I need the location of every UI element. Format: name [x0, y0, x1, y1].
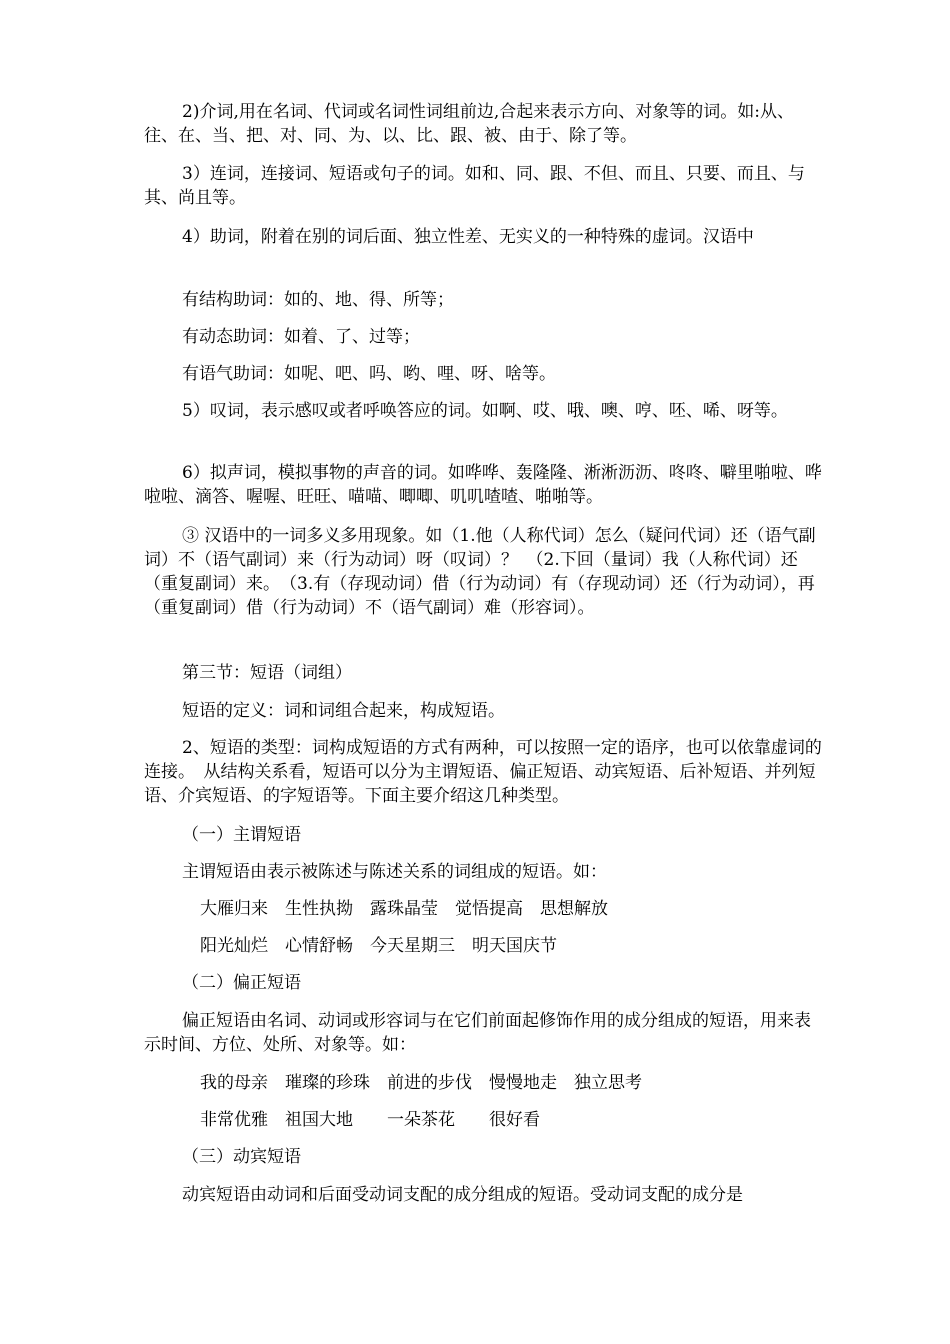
- paragraph-preposition: 2)介词,用在名词、代词或名词性词组前边,合起来表示方向、对象等的词。如:从、往、在、当、把、对、同、为、以、比、跟、被、由于、除了等。: [144, 102, 794, 146]
- subheading-modifier-head: （二）偏正短语: [182, 973, 301, 993]
- paragraph-conjunction: 3）连词，连接词、短语或句子的词。如和、同、跟、不但、而且、只要、而且、与其、尚且等。: [144, 164, 805, 208]
- examples-subject-predicate-1: 大雁归来 生性执拗 露珠晶莹 觉悟提高 思想解放: [200, 899, 608, 919]
- paragraph-interjection: 5）叹词，表示感叹或者呼唤答应的词。如啊、哎、哦、噢、哼、呸、唏、呀等。: [182, 401, 788, 421]
- examples-modifier-head-1: 我的母亲 璀璨的珍珠 前进的步伐 慢慢地走 独立思考: [200, 1073, 642, 1093]
- paragraph-subject-predicate: 主谓短语由表示被陈述与陈述关系的词组成的短语。如：: [182, 862, 607, 882]
- paragraph-particle: 4）助词，附着在别的词后面、独立性差、无实义的一种特殊的虚词。汉语中: [182, 227, 754, 247]
- examples-subject-predicate-2: 阳光灿烂 心情舒畅 今天星期三 明天国庆节: [200, 936, 557, 956]
- paragraph-phrase-definition: 短语的定义：词和词组合起来，构成短语。: [182, 701, 505, 721]
- paragraph-structural-particle: 有结构助词：如的、地、得、所等；: [182, 290, 454, 310]
- paragraph-modal-particle: 有语气助词：如呢、吧、吗、哟、哩、呀、啥等。: [182, 364, 556, 384]
- paragraph-aspect-particle: 有动态助词：如着、了、过等；: [182, 327, 420, 347]
- paragraph-onomatopoeia: 6）拟声词，模拟事物的声音的词。如哗哗、轰隆隆、淅淅沥沥、咚咚、噼里啪啦、哗啦啦、滴答、喔喔、旺旺、喵喵、唧唧、叽叽喳喳、啪啪等。: [144, 463, 822, 507]
- paragraph-verb-object: 动宾短语由动词和后面受动词支配的成分组成的短语。受动词支配的成分是: [182, 1185, 743, 1205]
- section-heading: 第三节：短语（词组）: [182, 663, 352, 683]
- subheading-subject-predicate: （一）主谓短语: [182, 825, 301, 845]
- subheading-verb-object: （三）动宾短语: [182, 1147, 301, 1167]
- paragraph-phrase-types: 2、短语的类型：词构成短语的方式有两种，可以按照一定的语序，也可以依靠虚词的连接。 从结构关系看，短语可以分为主谓短语、偏正短语、动宾短语、后补短语、并列短语、介宾短语、的字短语等。下面主要介绍这几种类型。: [144, 738, 822, 806]
- paragraph-polysemy: ③ 汉语中的一词多义多用现象。如（1.他（人称代词）怎么（疑问代词）还（语气副词）不（语气副词）来（行为动词）呀（叹词）？ （2.下回（量词）我（人称代词）还（重复副词）来。 （3.有（存现动词）借（行为动词）有（存现动词）还（行为动词），再（重复副词）借（行为动词）不（语气副词）难（形容词）。: [144, 526, 816, 618]
- paragraph-modifier-head: 偏正短语由名词、动词或形容词与在它们前面起修饰作用的成分组成的短语，用来表示时间、方位、处所、对象等。如：: [144, 1011, 811, 1055]
- examples-modifier-head-2: 非常优雅 祖国大地 一朵茶花 很好看: [200, 1110, 540, 1130]
